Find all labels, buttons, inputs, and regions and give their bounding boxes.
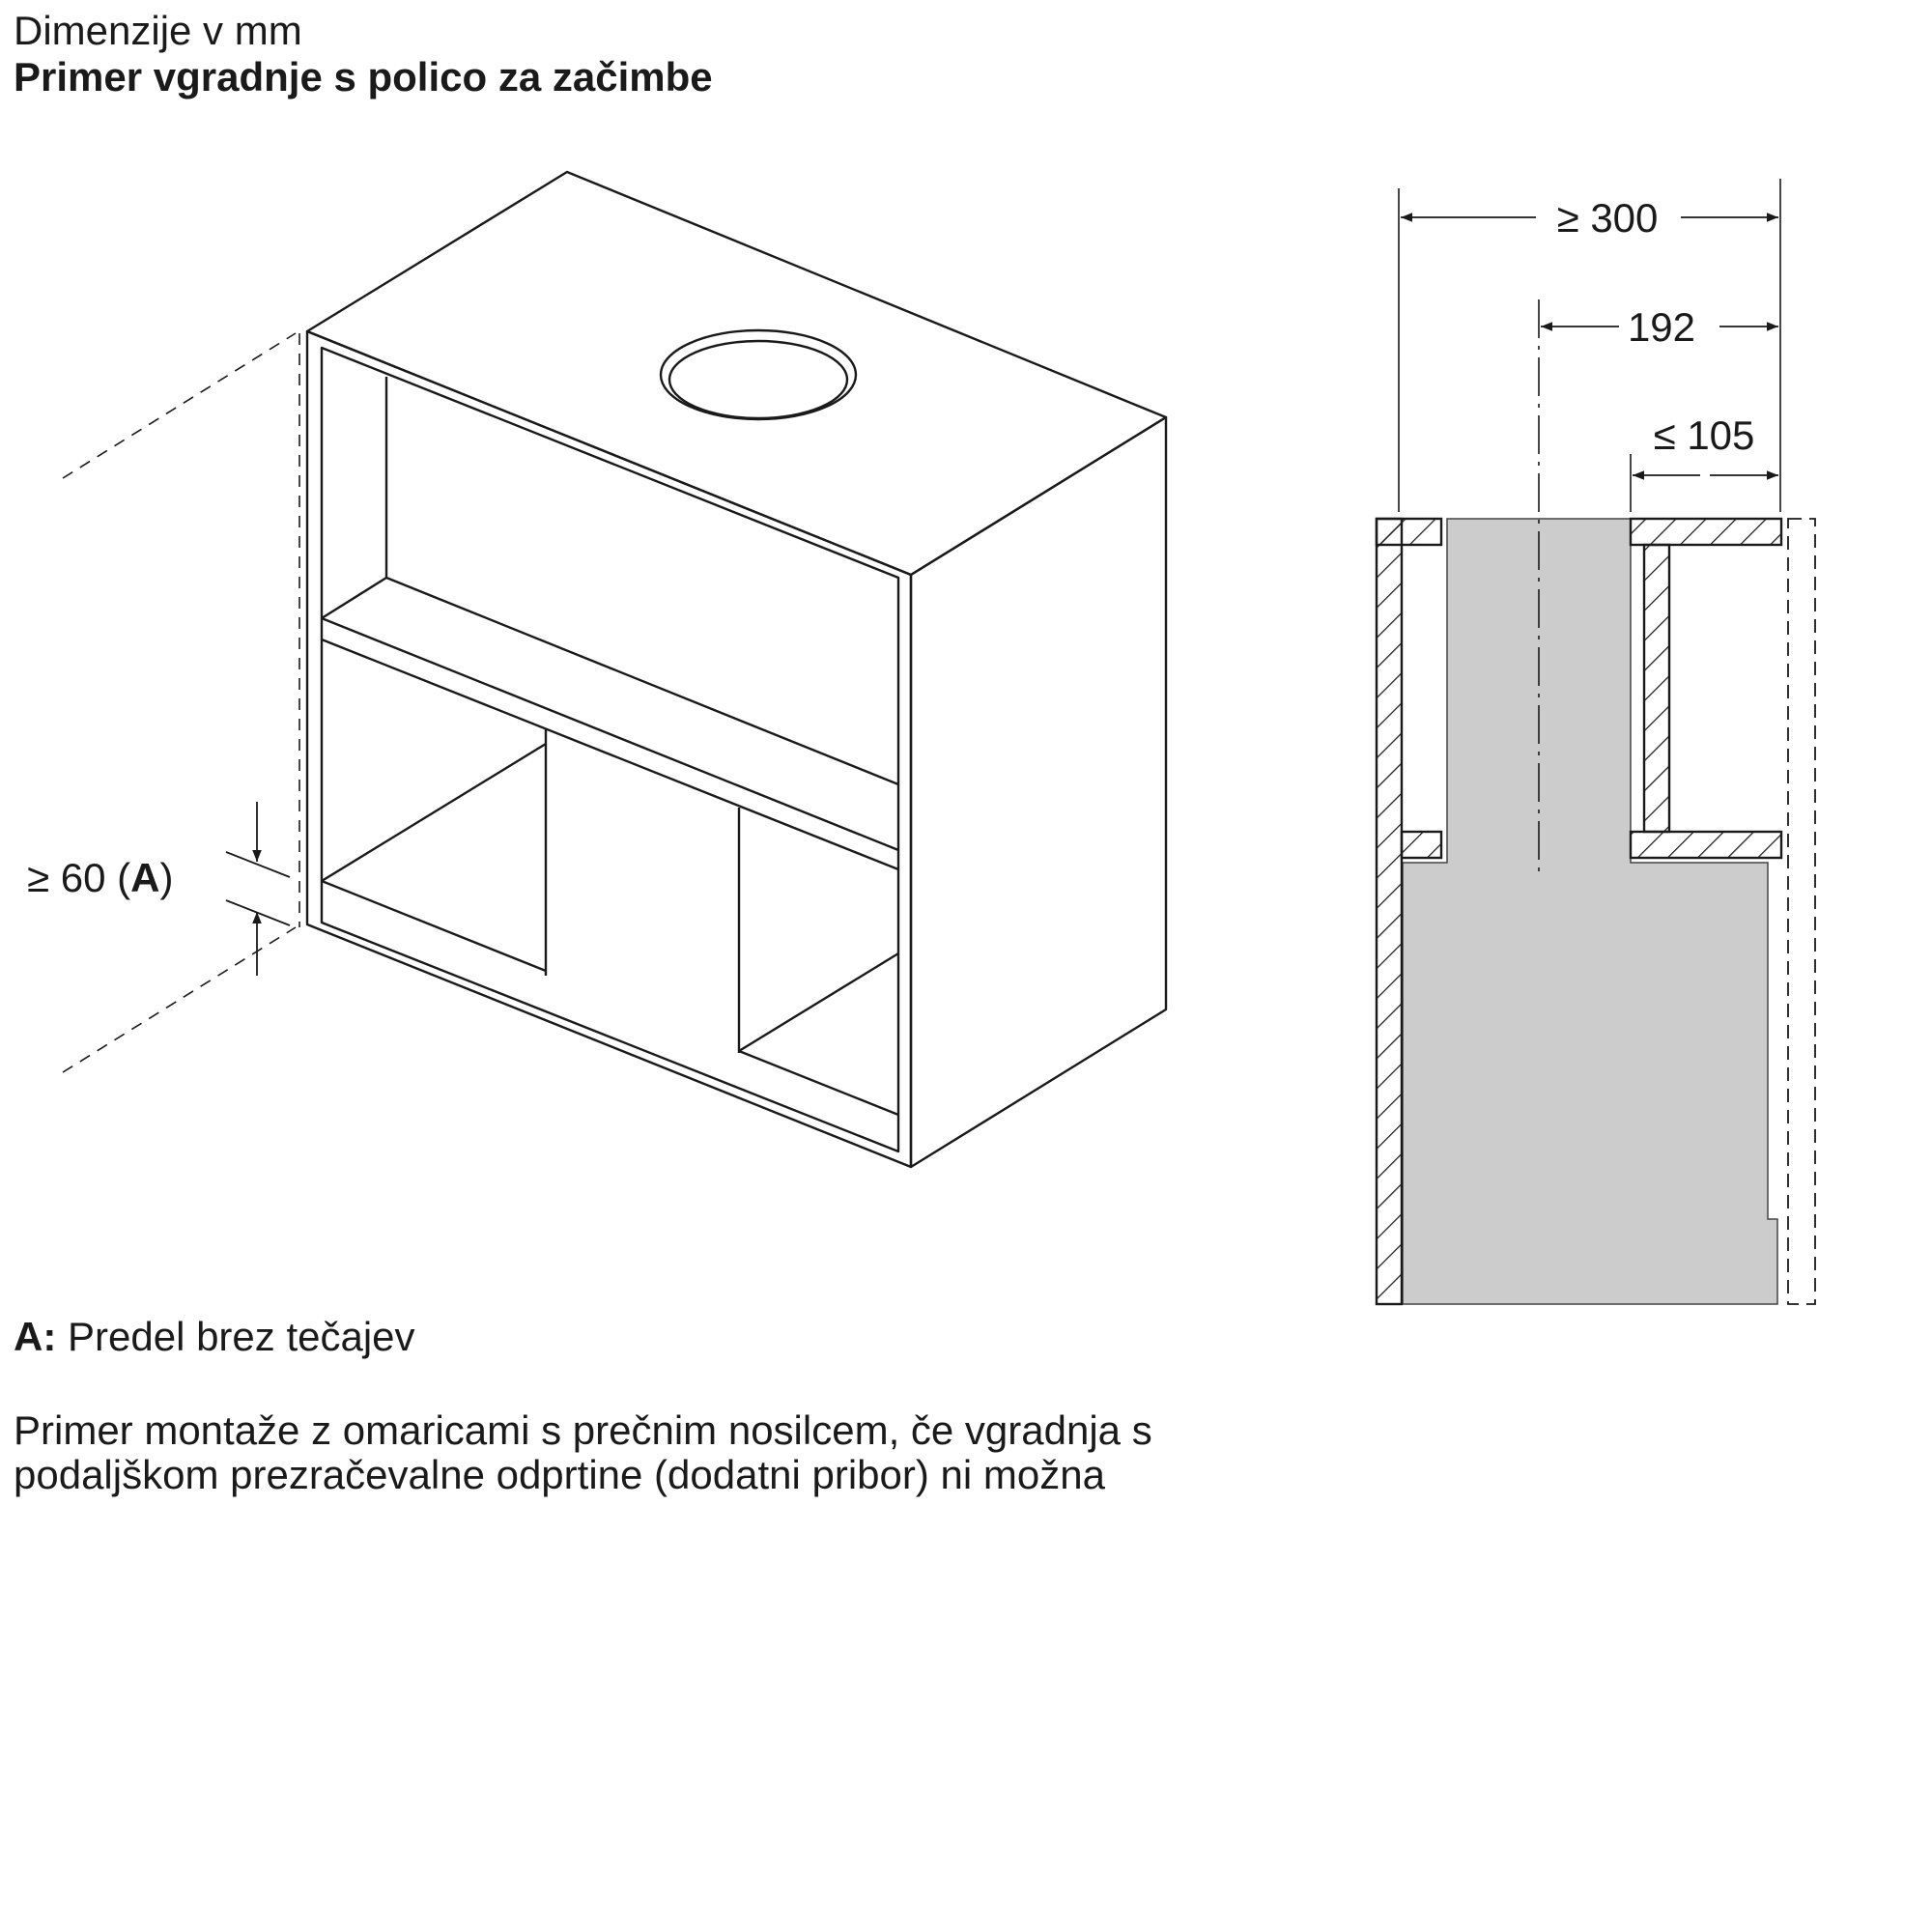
units-caption: Dimenzije v mm [14,8,302,53]
diagram-title: Primer vgradnje s polico za začimbe [14,54,713,99]
installation-note: Primer montaže z omaricami s prečnim nosilcem, če vgradnja s podaljškom prezračevalne odprtine (dodatni pribor) ni možna [14,1407,1152,1497]
wall-dashed-lines [63,333,299,1072]
cabinet-isometric [63,172,1166,1167]
dim-center-offset: 192 [1627,304,1696,350]
dim-max-depth: ≤ 105 [1653,412,1755,458]
cross-section [1377,179,1815,1304]
door-outline [1788,519,1815,1304]
top-right-board [1631,519,1781,545]
legend-text: Predel brez tečajev [68,1314,415,1359]
cabinet-side-panel [911,417,1166,1167]
bottom-left-ledge [1402,832,1441,858]
duct-opening-inner [669,341,847,418]
legend-key: A: [14,1314,57,1359]
dim-min-width: ≥ 300 [1556,195,1659,241]
vertical-board [1644,545,1669,832]
legend-a [14,1314,415,1360]
appliance-body [1403,519,1777,1304]
cabinet-front-frame [307,331,911,1167]
left-wall-board [1377,519,1402,1304]
bottom-right-board [1631,832,1781,858]
clearance-label: ≥ 60 (A) [27,855,174,900]
duct-opening [661,330,856,419]
top-left-board [1377,519,1441,545]
spice-shelf [322,578,898,831]
clearance-dimension [226,802,290,976]
